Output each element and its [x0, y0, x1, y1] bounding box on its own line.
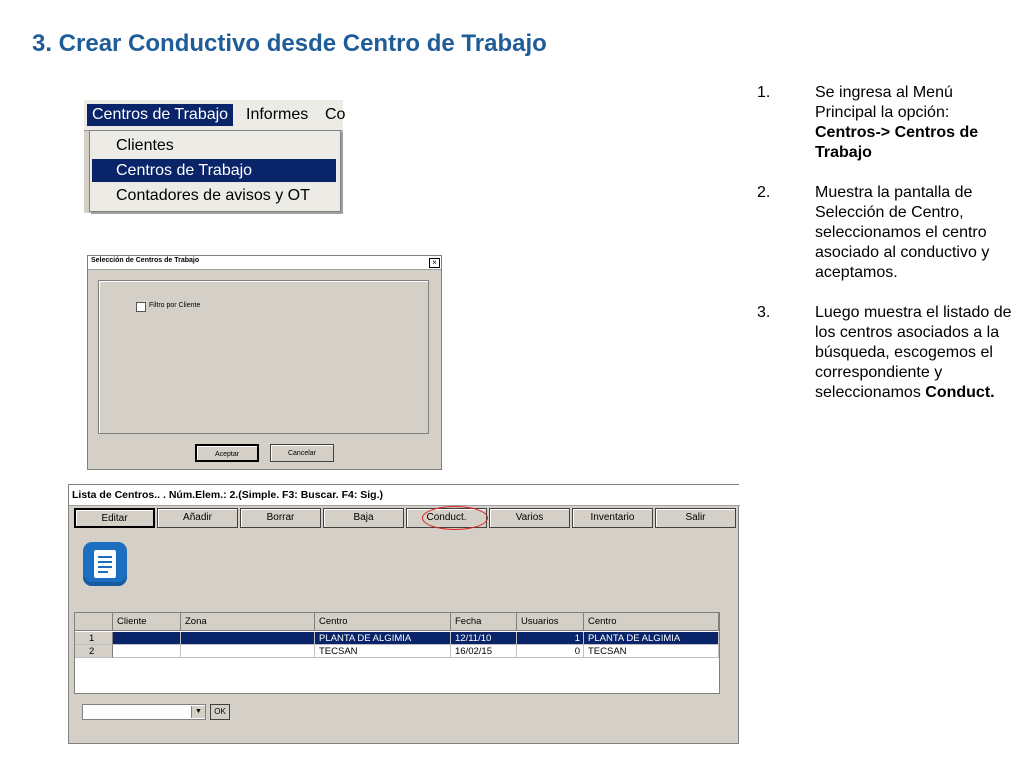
row-number: 1 — [75, 632, 113, 645]
dialog-titlebar — [88, 256, 441, 270]
document-line — [98, 571, 108, 573]
grid-header — [75, 613, 719, 631]
column-header[interactable]: Centro — [315, 613, 451, 631]
centers-list-window — [68, 484, 739, 744]
step-number: 2. — [757, 184, 771, 201]
table-cell: PLANTA DE ALGIMIA — [315, 632, 451, 645]
step-bold: Centros-> Centros de Trabajo — [815, 124, 979, 161]
table-cell: TECSAN — [315, 645, 451, 658]
delete-button[interactable]: Borrar — [240, 508, 321, 528]
table-row[interactable] — [75, 645, 719, 658]
step-text: Luego muestra el listado de los centros asociados a la búsqueda, escogemos el correspondiente y seleccionamos — [815, 304, 1012, 401]
filter-by-client-label: Filtro por Cliente — [149, 302, 201, 309]
document-line — [98, 561, 112, 563]
menu-co[interactable]: Co — [325, 106, 346, 123]
table-cell — [181, 632, 315, 645]
menu-dropdown — [89, 130, 341, 212]
column-header — [75, 613, 113, 631]
document-line — [98, 556, 112, 558]
dialog-title: Selección de Centros de Trabajo — [91, 257, 200, 264]
column-header[interactable]: Zona — [181, 613, 315, 631]
menu-informes[interactable]: Informes — [246, 106, 309, 123]
table-cell — [181, 645, 315, 658]
step-text: Se ingresa al Menú Principal la opción: — [815, 84, 953, 121]
selection-dialog — [87, 255, 442, 470]
step-number: 1. — [757, 84, 771, 101]
step-2 — [757, 183, 1015, 283]
table-cell: 16/02/15 — [451, 645, 517, 658]
add-button[interactable]: Añadir — [157, 508, 238, 528]
conduct-button[interactable]: Conduct. — [406, 508, 487, 528]
menu-bar — [84, 100, 346, 131]
close-icon[interactable]: × — [429, 258, 440, 268]
table-cell — [113, 645, 181, 658]
slide-title: 3. Crear Conductivo desde Centro de Trabajo — [32, 30, 547, 57]
table-cell: PLANTA DE ALGIMIA — [584, 632, 719, 645]
centers-grid — [74, 612, 720, 694]
document-icon — [83, 542, 127, 586]
menu-screenshot — [84, 100, 346, 213]
step-1 — [757, 83, 1015, 163]
toolbar — [74, 508, 740, 530]
column-header[interactable]: Fecha — [451, 613, 517, 631]
table-cell: 0 — [517, 645, 584, 658]
menu-item-contadores[interactable]: Contadores de avisos y OT — [116, 187, 310, 204]
menu-centros-de-trabajo[interactable]: Centros de Trabajo — [87, 104, 233, 126]
step-text: Muestra la pantalla de Selección de Centro, seleccionamos el centro asociado al conductivo y aceptamos. — [815, 184, 990, 281]
column-header[interactable]: Centro — [584, 613, 719, 631]
edit-button[interactable]: Editar — [74, 508, 155, 528]
dialog-panel — [98, 280, 429, 434]
inventario-button[interactable]: Inventario — [572, 508, 653, 528]
baja-button[interactable]: Baja — [323, 508, 404, 528]
row-number: 2 — [75, 645, 113, 658]
varios-button[interactable]: Varios — [489, 508, 570, 528]
list-title: Lista de Centros.. . Núm.Elem.: 2.(Simple. F3: Buscar. F4: Sig.) — [72, 489, 383, 501]
table-cell: 1 — [517, 632, 584, 645]
menu-item-clientes[interactable]: Clientes — [116, 137, 174, 154]
cancel-button[interactable]: Cancelar — [270, 444, 334, 462]
highlight-circle — [422, 506, 488, 530]
column-header[interactable]: Cliente — [113, 613, 181, 631]
document-sheet — [94, 550, 116, 578]
table-cell: TECSAN — [584, 645, 719, 658]
step-number: 3. — [757, 304, 771, 321]
column-header[interactable]: Usuarios — [517, 613, 584, 631]
dropdown-arrow-icon[interactable]: ▼ — [191, 706, 205, 718]
steps-list — [757, 83, 1015, 423]
document-line — [98, 566, 112, 568]
checkbox-icon[interactable] — [136, 302, 146, 312]
exit-button[interactable]: Salir — [655, 508, 736, 528]
step-3 — [757, 303, 1015, 403]
menu-item-centros-de-trabajo[interactable]: Centros de Trabajo — [92, 159, 336, 182]
filter-combo[interactable] — [82, 704, 206, 720]
ok-button[interactable]: OK — [210, 704, 230, 720]
accept-button[interactable]: Aceptar — [195, 444, 259, 462]
table-cell — [113, 632, 181, 645]
bottom-bar — [74, 694, 718, 742]
table-row[interactable] — [75, 632, 719, 645]
step-bold: Conduct. — [925, 384, 995, 401]
list-titlebar — [69, 485, 740, 506]
table-cell: 12/11/10 — [451, 632, 517, 645]
